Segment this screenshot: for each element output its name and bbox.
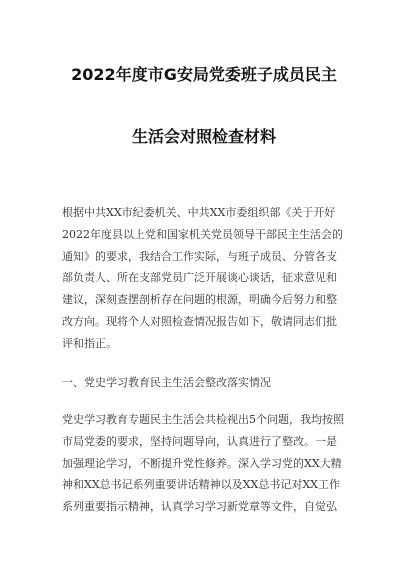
section-heading: 一、党史学习教育民主生活会整改落实情况 <box>62 376 271 389</box>
paragraph-line: 评和指正。 <box>62 336 117 350</box>
paragraph-line: 神和XX总书记系列重要讲话精神以及XX总书记对XX工作 <box>62 478 340 492</box>
paragraph-line: 加强理论学习，不断提升党性修养。深入学习党的XX大精 <box>62 456 342 470</box>
section-paragraph <box>62 409 352 518</box>
paragraph-line: 根据中共XX市纪委机关、中共XX市委组织部《关于开好 <box>62 206 336 219</box>
paragraph-line: 建议，深刻查摆剖析存在问题的根源，明确今后努力和整 <box>62 293 337 307</box>
document-title-line-2: 生活会对照检查材料 <box>131 127 276 146</box>
intro-paragraph <box>62 202 352 355</box>
paragraph-line: 2022年度县以上党和国家机关党员领导干部民主生活会的 <box>62 227 343 241</box>
paragraph-line: 系列重要指示精神，认真学习学习新党章等文件，自觉弘 <box>62 500 337 514</box>
paragraph-line: 通知》的要求，我结合工作实际，与班子成员、分管各支 <box>62 249 337 263</box>
document-title-line-1: 2022年度市G安局党委班子成员民主 <box>71 65 337 84</box>
paragraph-line: 改方向。现将个人对照检查情况报告如下，敬请同志们批 <box>62 314 337 328</box>
paragraph-line: 部负责人、所在支部党员广泛开展谈心谈话，征求意见和 <box>62 271 337 285</box>
paragraph-line: 党史学习教育专题民主生活会共检视出5个问题，我均按照 <box>62 413 344 426</box>
paragraph-line: 市局党委的要求，坚持问题导向，认真进行了整改。一是 <box>62 434 337 448</box>
